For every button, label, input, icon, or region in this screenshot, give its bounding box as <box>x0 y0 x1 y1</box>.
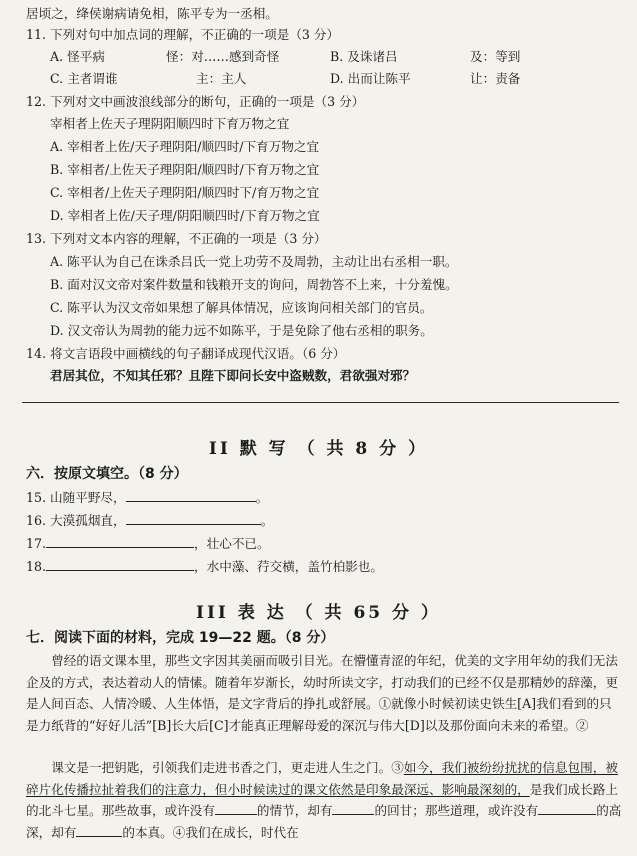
q17-number: 17. <box>26 536 47 551</box>
p2-text-f: 的本真。④我们在成长，时代在 <box>122 824 299 840</box>
q17-end: ，壮心不已。 <box>194 536 270 551</box>
part-7-heading: 七．阅读下面的材料，完成 19—22 题。（8 分） <box>26 630 335 646</box>
q18-number: 18. <box>26 559 47 574</box>
q12-option-a: A. 宰相者上佐/天子理阴阳/顺四时/下育万物之宜 <box>50 139 320 154</box>
q17-line <box>26 534 619 553</box>
q16-blank[interactable] <box>126 511 261 525</box>
q11-option-c-gloss: 主：主人 <box>196 71 247 86</box>
q12-option-d: D. 宰相者上佐/天子理/阴阳顺四时/下育万物之宜 <box>50 208 320 223</box>
q16-end: 。 <box>260 513 274 528</box>
q11-option-a-gloss: 怪：对……感到奇怪 <box>166 49 280 64</box>
q17-blank[interactable] <box>46 534 194 548</box>
q18-end: ，水中藻、荇交横，盖竹柏影也。 <box>194 559 383 574</box>
q12-option-b: B. 宰相者/上佐天子理阴阳/顺四时/下育万物之宜 <box>50 162 320 177</box>
p2-blank-1[interactable] <box>215 801 257 815</box>
passage-last-line: 居顷之，绛侯谢病请免相，陈平专为一丞相。 <box>26 6 278 21</box>
q11-stem: 11. 下列对句中加点词的理解，不正确的一项是（3 分） <box>26 27 340 42</box>
q11-option-d: D. 出而让陈平 <box>330 71 411 86</box>
p2-blank-2[interactable] <box>332 801 374 815</box>
p2-text-d: 的回甘；那些道理，或许没有 <box>374 803 539 818</box>
q15-end: 。 <box>255 490 269 505</box>
q14-text: 君居其位，不知其任邪？且陛下即问长安中盗贼数，君欲强对邪？ <box>50 368 416 383</box>
q13-stem: 13. 下列对文本内容的理解，不正确的一项是（3 分） <box>26 231 327 246</box>
q15-prompt: 15. 山随平野尽， <box>26 490 126 505</box>
q15-blank[interactable] <box>126 488 256 502</box>
p2-blank-3[interactable] <box>538 801 596 815</box>
p2-text-b: 是我们成长路上的北斗七星。那些故事，或许没有 <box>26 781 618 818</box>
q11-option-a: A. 怪平病 <box>50 49 105 64</box>
q15-line <box>26 488 619 507</box>
q11-option-b: B. 及诛诸吕 <box>330 49 398 64</box>
q12-option-c: C. 宰相者/上佐天子理阴阳/顺四时下/育万物之宜 <box>50 185 320 200</box>
p2-text-a: 课文是一把钥匙，引领我们走进书香之门，更走进人生之门。③ <box>51 760 404 775</box>
q18-blank[interactable] <box>46 557 194 571</box>
q13-option-a: A. 陈平认为自己在诛杀吕氏一党上功劳不及周勃，主动让出右丞相一职。 <box>50 254 458 269</box>
q13-option-b: B. 面对汉文帝对案件数量和钱粮开支的询问，周勃答不上来，十分羞愧。 <box>50 277 458 292</box>
part-6-heading: 六．按原文填空。（8 分） <box>26 466 188 482</box>
p2-text-c: 的情节，却有 <box>256 803 333 818</box>
q14-stem: 14. 将文言语段中画横线的句子翻译成现代汉语。（6 分） <box>26 346 346 361</box>
material-paragraph-1: 曾经的语文课本里，那些文字因其美丽而吸引目光。在懵懂青涩的年纪，优美的文字用年幼的我们无法企及的方式，表达着动人的情愫。随着年岁渐长，幼时所读文字，打动我们的已经不仅是那精妙的辞藻，更是人间百态、人情冷暖、人生体悟，是文字背后的挣扎或舒展。①就像小时候初读史铁生[A]我们看到的只是力纸背的“好好儿活”[B]长大后[C]才能真正理解母爱的深沉与伟大[D]以及那份面向未来的希望。② <box>26 653 618 733</box>
q13-option-d: D. 汉文帝认为周勃的能力远不如陈平，于是免除了他右丞相的职务。 <box>50 323 433 338</box>
section-3-title: III 表 达 （ 共 65 分 ） <box>196 603 441 623</box>
q11-option-b-gloss: 及：等到 <box>470 49 521 64</box>
p2-underlined-sentence: 如今，我们被纷纷扰扰的信息包围，被碎片化传播拉扯着我们的注意力，但小时候读过的课文依然是印象最深远、影响最深刻的， <box>26 760 618 797</box>
p2-blank-4[interactable] <box>76 823 122 837</box>
q11-option-d-gloss: 让：责备 <box>470 71 521 86</box>
answer-line <box>22 402 619 403</box>
q18-line <box>26 557 619 576</box>
material-paragraph-2 <box>26 757 623 843</box>
q12-text: 宰相者上佐天子理阴阳顺四时下育万物之宜 <box>50 116 290 131</box>
q11-option-c: C. 主者谓谁 <box>50 71 118 86</box>
q16-prompt: 16. 大漠孤烟直， <box>26 513 126 528</box>
q16-line <box>26 511 619 530</box>
q12-stem: 12. 下列对文中画波浪线部分的断句，正确的一项是（3 分） <box>26 94 365 109</box>
q13-option-c: C. 陈平认为汉文帝如果想了解具体情况，应该询问相关部门的官员。 <box>50 300 433 315</box>
p2-text-e: 的高深，却有 <box>26 803 622 840</box>
section-2-title: II 默 写 （ 共 8 分 ） <box>208 439 429 459</box>
